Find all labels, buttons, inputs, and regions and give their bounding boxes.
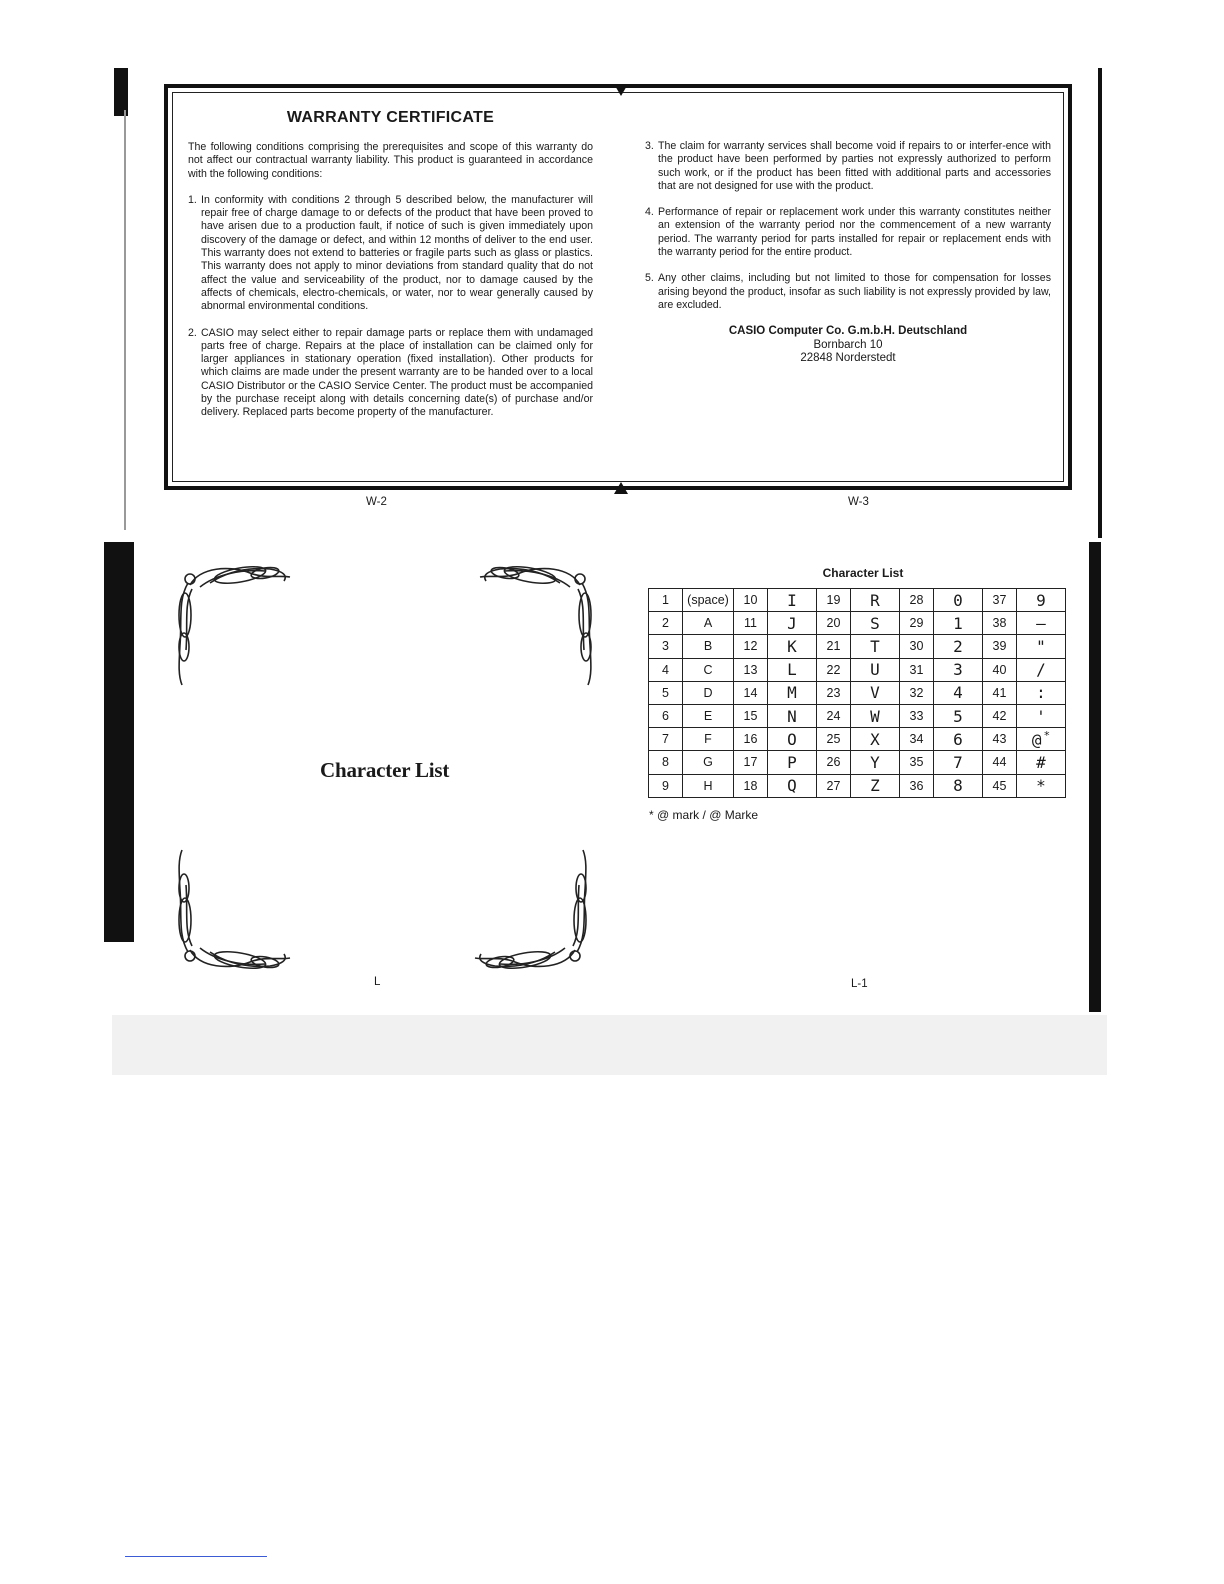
char-glyph-cell <box>1017 774 1066 797</box>
char-index-cell <box>900 728 934 751</box>
char-index-cell <box>649 704 683 727</box>
ornament-bottom-right-icon <box>465 845 595 980</box>
char-glyph: " <box>1036 636 1046 656</box>
warranty-item-5 <box>645 272 1051 312</box>
char-glyph: Z <box>870 776 880 796</box>
char-index-cell <box>734 681 768 704</box>
char-glyph: V <box>870 683 880 703</box>
company-name: CASIO Computer Co. G.m.b.H. Deutschland <box>728 325 968 338</box>
table-row <box>649 728 1066 751</box>
char-glyph-cell <box>934 635 983 658</box>
char-index: 9 <box>662 778 669 793</box>
char-glyph-cell <box>934 612 983 635</box>
char-glyph-cell <box>934 658 983 681</box>
warranty-item-1 <box>188 194 593 314</box>
char-index-cell <box>649 589 683 612</box>
char-glyph-cell <box>683 658 734 681</box>
scan-edge-right-bottom <box>1089 542 1101 1012</box>
ornament-top-right-icon <box>470 555 600 690</box>
char-glyph-cell <box>768 612 817 635</box>
char-glyph-cell <box>768 681 817 704</box>
char-glyph: 6 <box>953 729 963 749</box>
char-glyph: T <box>870 636 880 656</box>
char-index-cell <box>649 658 683 681</box>
char-index: 39 <box>992 639 1007 654</box>
page-number-w2: W-2 <box>366 496 387 508</box>
char-glyph: M <box>787 683 797 703</box>
char-index: 38 <box>992 616 1007 631</box>
table-row <box>649 635 1066 658</box>
scan-edge-right-top <box>1098 68 1102 538</box>
warranty-item-number: 3. <box>645 140 654 152</box>
char-index-cell <box>649 681 683 704</box>
char-glyph: K <box>787 636 797 656</box>
table-row <box>649 589 1066 612</box>
char-index: 13 <box>743 662 758 677</box>
char-index-cell <box>649 612 683 635</box>
char-glyph-cell <box>1017 612 1066 635</box>
char-index-cell <box>983 751 1017 774</box>
char-glyph-cell <box>934 589 983 612</box>
char-index-cell <box>734 589 768 612</box>
warranty-item-number: 2. <box>188 326 197 339</box>
char-glyph: R <box>870 590 880 610</box>
char-index-cell <box>900 681 934 704</box>
char-index: 4 <box>662 662 669 677</box>
char-index-cell <box>649 728 683 751</box>
char-glyph-cell <box>934 681 983 704</box>
char-index: 15 <box>743 709 758 724</box>
warranty-item-3 <box>645 140 1051 193</box>
char-index-cell <box>817 635 851 658</box>
table-row <box>649 774 1066 797</box>
char-index: 7 <box>662 732 669 747</box>
char-index: 36 <box>909 778 924 793</box>
char-index-cell <box>900 635 934 658</box>
warranty-item-text: Performance of repair or replacement work under this warranty constitutes neither an extension of the warranty period nor the commencement of a new warranty period. The warranty period for parts installed for repair or replacement ends with the warranty period for the entire product. <box>658 206 1051 259</box>
character-list-footnote: * @ mark / @ Marke <box>649 808 759 822</box>
warranty-item-text: The claim for warranty services shall become void if repairs to or interfer-ence with the product have been performed by parties not expressly authorized to perform such work, or if the product has been fitted with additional parts and accessories that are not designed for use with the product. <box>658 140 1051 192</box>
char-glyph-cell <box>851 774 900 797</box>
char-index-cell <box>734 658 768 681</box>
char-index-cell <box>983 728 1017 751</box>
char-index: 33 <box>909 709 924 724</box>
char-glyph: 4 <box>953 683 963 703</box>
char-glyph-cell <box>1017 704 1066 727</box>
char-index: 11 <box>744 616 757 631</box>
warranty-item-text: CASIO may select either to repair damage parts or replace them with undamaged parts free of charge. Repairs at the place of installation can be claimed only for larger appliances in stationary operation (fixed installation). Other products for which claims are made under the present warranty are to be handed over to a local CASIO Distributor or the CASIO Service Center. The product must be accompanied by the purchase receipt along with details concerning date(s) of purchase and/or delivery. Replaced parts become property of the manufacturer. <box>201 326 593 419</box>
char-glyph-cell <box>934 774 983 797</box>
char-index: 10 <box>743 593 758 608</box>
char-index-cell <box>734 612 768 635</box>
char-index-cell <box>734 774 768 797</box>
char-glyph-cell <box>768 774 817 797</box>
char-index-cell <box>817 704 851 727</box>
char-index-cell <box>983 681 1017 704</box>
char-glyph: Q <box>787 776 797 796</box>
char-glyph-cell <box>851 589 900 612</box>
char-glyph: J <box>787 613 797 633</box>
char-glyph: S <box>870 613 880 633</box>
scan-shadow-band <box>112 1015 1107 1075</box>
char-index-cell <box>817 589 851 612</box>
char-index: 24 <box>826 709 841 724</box>
warranty-intro: The following conditions comprising the prerequisites and scope of this warranty do not affect our contractual warranty liability. This product is guaranteed in accordance with the following conditions: <box>188 141 593 180</box>
char-glyph: 7 <box>953 752 963 772</box>
char-glyph: B <box>703 639 713 654</box>
char-index: 6 <box>662 709 669 724</box>
char-index: 23 <box>826 685 841 700</box>
char-glyph-cell <box>851 658 900 681</box>
char-glyph-cell <box>934 751 983 774</box>
char-index: 20 <box>826 616 841 631</box>
char-glyph-cell <box>768 658 817 681</box>
char-index: 22 <box>826 662 841 677</box>
character-list-table <box>648 588 1066 798</box>
company-street: Bornbarch 10 <box>813 338 883 351</box>
char-glyph-cell <box>851 728 900 751</box>
char-index-cell <box>817 751 851 774</box>
char-glyph: W <box>870 706 880 726</box>
char-glyph-cell <box>851 635 900 658</box>
char-glyph-cell <box>768 728 817 751</box>
char-index: 32 <box>909 685 924 700</box>
char-index-cell <box>734 728 768 751</box>
char-glyph: 0 <box>953 590 963 610</box>
char-index: 29 <box>909 616 924 631</box>
char-index: 26 <box>826 755 841 770</box>
char-glyph: 2 <box>953 636 963 656</box>
char-index-cell <box>817 681 851 704</box>
warranty-item-2 <box>188 327 593 420</box>
warranty-item-number: 4. <box>645 206 654 219</box>
char-glyph-cell <box>768 751 817 774</box>
char-index-cell <box>983 635 1017 658</box>
warranty-item-text: In conformity with conditions 2 through 5 described below, the manufacturer will repair free of charge damage to or defects of the product that have been proved to have arisen due to a production fault, if notice of such is given immediately upon discovery of the damage or defect, and within 12 months of deliver to the end user. This warranty does not extend to batteries or fragile parts such as glass or plastics. This warranty does not apply to minor deviations from standard quality that do not affect the value and serviceability of the product, nor to damage caused by the affects of chemicals, electro-chemicals, or water, nor to wear generally caused by abnormal environmental conditions. <box>201 193 593 313</box>
char-glyph-cell <box>1017 681 1066 704</box>
char-index: 2 <box>662 616 669 631</box>
char-glyph: * <box>1036 776 1046 796</box>
char-glyph: ' <box>1036 706 1046 726</box>
char-index: 45 <box>992 778 1007 793</box>
char-glyph-cell <box>1017 635 1066 658</box>
ornament-bottom-left-icon <box>170 845 300 980</box>
char-index: 43 <box>992 732 1007 747</box>
char-index: 25 <box>826 732 841 747</box>
char-glyph: N <box>787 706 797 726</box>
char-index: 34 <box>909 732 924 747</box>
char-glyph: P <box>787 752 797 772</box>
char-index: 12 <box>743 639 758 654</box>
char-index: 16 <box>743 732 758 747</box>
char-glyph: I <box>787 590 797 610</box>
char-glyph: E <box>703 709 713 724</box>
char-index: 44 <box>992 755 1007 770</box>
char-glyph-cell <box>683 589 734 612</box>
page-number-w3: W-3 <box>848 496 869 508</box>
table-row <box>649 704 1066 727</box>
character-list-page-title: Character List <box>320 758 450 782</box>
char-index: 5 <box>662 685 669 700</box>
char-glyph: # <box>1036 752 1046 772</box>
company-city: 22848 Norderstedt <box>800 352 896 365</box>
char-glyph: / <box>1036 660 1046 680</box>
char-glyph: 1 <box>953 613 963 633</box>
char-glyph: G <box>703 755 713 770</box>
warranty-left-column <box>188 108 593 433</box>
char-glyph: — <box>1036 613 1046 633</box>
char-index-cell <box>983 658 1017 681</box>
char-index: 8 <box>662 755 669 770</box>
char-glyph: A <box>703 616 713 631</box>
scan-edge-left-bottom <box>104 542 134 942</box>
char-glyph-cell <box>683 704 734 727</box>
char-glyph: : <box>1036 683 1046 703</box>
char-glyph: H <box>703 778 713 793</box>
char-glyph: D <box>703 685 713 700</box>
warranty-item-4 <box>645 206 1051 259</box>
char-glyph-cell <box>934 728 983 751</box>
char-glyph-cell <box>1017 728 1066 751</box>
char-index-cell <box>649 774 683 797</box>
table-row <box>649 612 1066 635</box>
char-index: 40 <box>992 662 1007 677</box>
scan-edge-left-top <box>114 68 128 116</box>
table-row <box>649 751 1066 774</box>
char-index-cell <box>983 589 1017 612</box>
char-glyph: U <box>870 660 880 680</box>
char-glyph: X <box>870 729 880 749</box>
char-index-cell <box>817 612 851 635</box>
char-glyph: F <box>704 732 712 747</box>
scan-edge-left-line <box>124 110 126 530</box>
char-index-cell <box>817 728 851 751</box>
char-index-cell <box>900 589 934 612</box>
char-glyph: L <box>787 660 797 680</box>
warranty-item-text: Any other claims, including but not limited to those for compensation for losses arising beyond the product, insofar as such liability is not expressly provided by law, are excluded. <box>658 272 1051 311</box>
char-index-cell <box>900 612 934 635</box>
char-glyph-cell <box>934 704 983 727</box>
warranty-right-column <box>645 140 1051 366</box>
char-index-cell <box>649 751 683 774</box>
page-number-l1: L-1 <box>851 978 868 990</box>
char-glyph-cell <box>683 612 734 635</box>
char-index: 18 <box>743 778 758 793</box>
char-index: 30 <box>909 639 924 654</box>
char-index: 19 <box>826 593 841 608</box>
char-index-cell <box>817 658 851 681</box>
char-glyph: C <box>703 662 713 677</box>
char-glyph: 5 <box>953 706 963 726</box>
char-glyph-cell <box>1017 658 1066 681</box>
table-row <box>649 658 1066 681</box>
char-index: 21 <box>826 639 841 654</box>
char-index-cell <box>983 612 1017 635</box>
char-glyph-cell <box>683 774 734 797</box>
char-glyph: Y <box>870 752 880 772</box>
char-glyph-cell <box>1017 751 1066 774</box>
char-index: 37 <box>992 593 1007 608</box>
char-index-cell <box>983 704 1017 727</box>
char-glyph-cell <box>851 751 900 774</box>
char-glyph-cell <box>768 635 817 658</box>
char-glyph: @ <box>1031 730 1042 750</box>
char-index-cell <box>900 774 934 797</box>
star-mark: * <box>1043 729 1051 743</box>
char-index-cell <box>734 635 768 658</box>
char-glyph-cell <box>683 728 734 751</box>
char-glyph-cell <box>851 681 900 704</box>
char-glyph: 3 <box>953 660 963 680</box>
char-index-cell <box>983 774 1017 797</box>
char-glyph-cell <box>683 751 734 774</box>
char-index-cell <box>900 751 934 774</box>
char-index-cell <box>649 635 683 658</box>
char-index: 27 <box>826 778 841 793</box>
table-row <box>649 681 1066 704</box>
character-list-caption: Character List <box>822 566 904 580</box>
char-index: 31 <box>909 662 924 677</box>
char-glyph-cell <box>683 635 734 658</box>
char-glyph-cell <box>851 612 900 635</box>
char-glyph: 8 <box>953 776 963 796</box>
char-glyph-cell <box>1017 589 1066 612</box>
ornament-top-left-icon <box>170 555 300 690</box>
link-underline <box>125 1556 267 1557</box>
char-glyph: (space) <box>687 593 729 608</box>
char-glyph-cell <box>683 681 734 704</box>
warranty-title: WARRANTY CERTIFICATE <box>286 109 495 126</box>
char-index: 17 <box>743 755 758 770</box>
char-glyph-cell <box>768 589 817 612</box>
char-index-cell <box>900 658 934 681</box>
char-index-cell <box>734 751 768 774</box>
company-address <box>645 325 1051 366</box>
char-index: 14 <box>743 685 758 700</box>
char-index: 42 <box>992 709 1007 724</box>
char-index: 1 <box>662 593 669 608</box>
char-glyph-cell <box>851 704 900 727</box>
char-index-cell <box>734 704 768 727</box>
char-index-cell <box>817 774 851 797</box>
char-glyph: 9 <box>1036 590 1046 610</box>
char-index: 35 <box>909 755 924 770</box>
char-index: 3 <box>662 639 669 654</box>
warranty-item-number: 1. <box>188 193 197 206</box>
char-glyph-cell <box>768 704 817 727</box>
char-glyph: O <box>787 729 797 749</box>
char-index: 28 <box>909 593 924 608</box>
page-number-l: L <box>374 976 381 988</box>
char-index-cell <box>900 704 934 727</box>
warranty-item-number: 5. <box>645 272 654 285</box>
char-index: 41 <box>992 685 1007 700</box>
